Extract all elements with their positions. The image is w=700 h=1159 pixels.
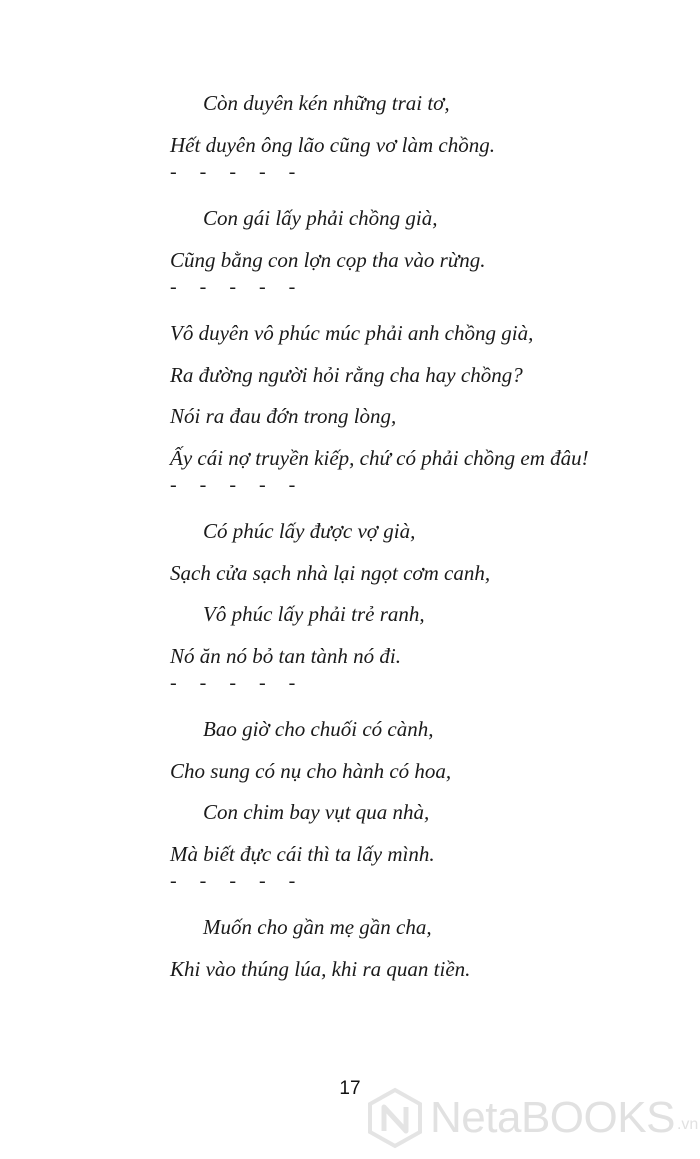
verse-line: Con chim bay vụt qua nhà, <box>203 800 430 824</box>
stanza <box>170 313 670 479</box>
verse-line: Con gái lấy phải chồng già, <box>203 206 438 230</box>
stanza-separator: - - - - - <box>170 672 305 694</box>
verse-line: Sạch cửa sạch nhà lại ngọt cơm canh, <box>170 560 491 585</box>
netabooks-logo-icon <box>364 1087 426 1149</box>
stanza <box>170 83 670 166</box>
verse-line: Mà biết đực cái thì ta lấy mình. <box>170 841 435 866</box>
stanza <box>170 907 670 990</box>
stanza-separator: - - - - - <box>170 276 305 298</box>
verse-line: Hết duyên ông lão cũng vơ làm chồng. <box>170 132 495 157</box>
verse-line: Cho sung có nụ cho hành có hoa, <box>170 758 452 783</box>
watermark <box>364 1086 698 1150</box>
verse-line: Cũng bằng con lợn cọp tha vào rừng. <box>170 247 486 272</box>
verse-line: Còn duyên kén những trai tơ, <box>203 91 450 115</box>
watermark-suffix: .vn <box>676 1116 699 1133</box>
stanza-separator: - - - - - <box>170 161 305 183</box>
verse-line: Vô phúc lấy phải trẻ ranh, <box>203 602 425 626</box>
watermark-text: NetaBOOKS <box>430 1093 675 1142</box>
verse-line: Ấy cái nợ truyền kiếp, chứ có phải chồng em đâu! <box>170 445 589 470</box>
stanza <box>170 709 670 875</box>
verse-line: Vô duyên vô phúc múc phải anh chồng già, <box>170 321 534 345</box>
verse-line: Muốn cho gần mẹ gần cha, <box>203 915 432 939</box>
poem-body <box>170 83 670 990</box>
verse-line: Có phúc lấy được vợ già, <box>203 519 416 543</box>
verse-line: Khi vào thúng lúa, khi ra quan tiền. <box>170 956 471 981</box>
verse-line: Ra đường người hỏi rằng cha hay chồng? <box>170 362 523 387</box>
verse-line: Bao giờ cho chuối có cành, <box>203 717 434 741</box>
stanza <box>170 511 670 677</box>
stanza-separator: - - - - - <box>170 474 305 496</box>
stanza-separator: - - - - - <box>170 870 305 892</box>
stanza <box>170 198 670 281</box>
verse-line: Nói ra đau đớn trong lòng, <box>170 404 397 428</box>
page-number: 17 <box>339 1078 361 1099</box>
verse-line: Nó ăn nó bỏ tan tành nó đi. <box>170 643 402 668</box>
